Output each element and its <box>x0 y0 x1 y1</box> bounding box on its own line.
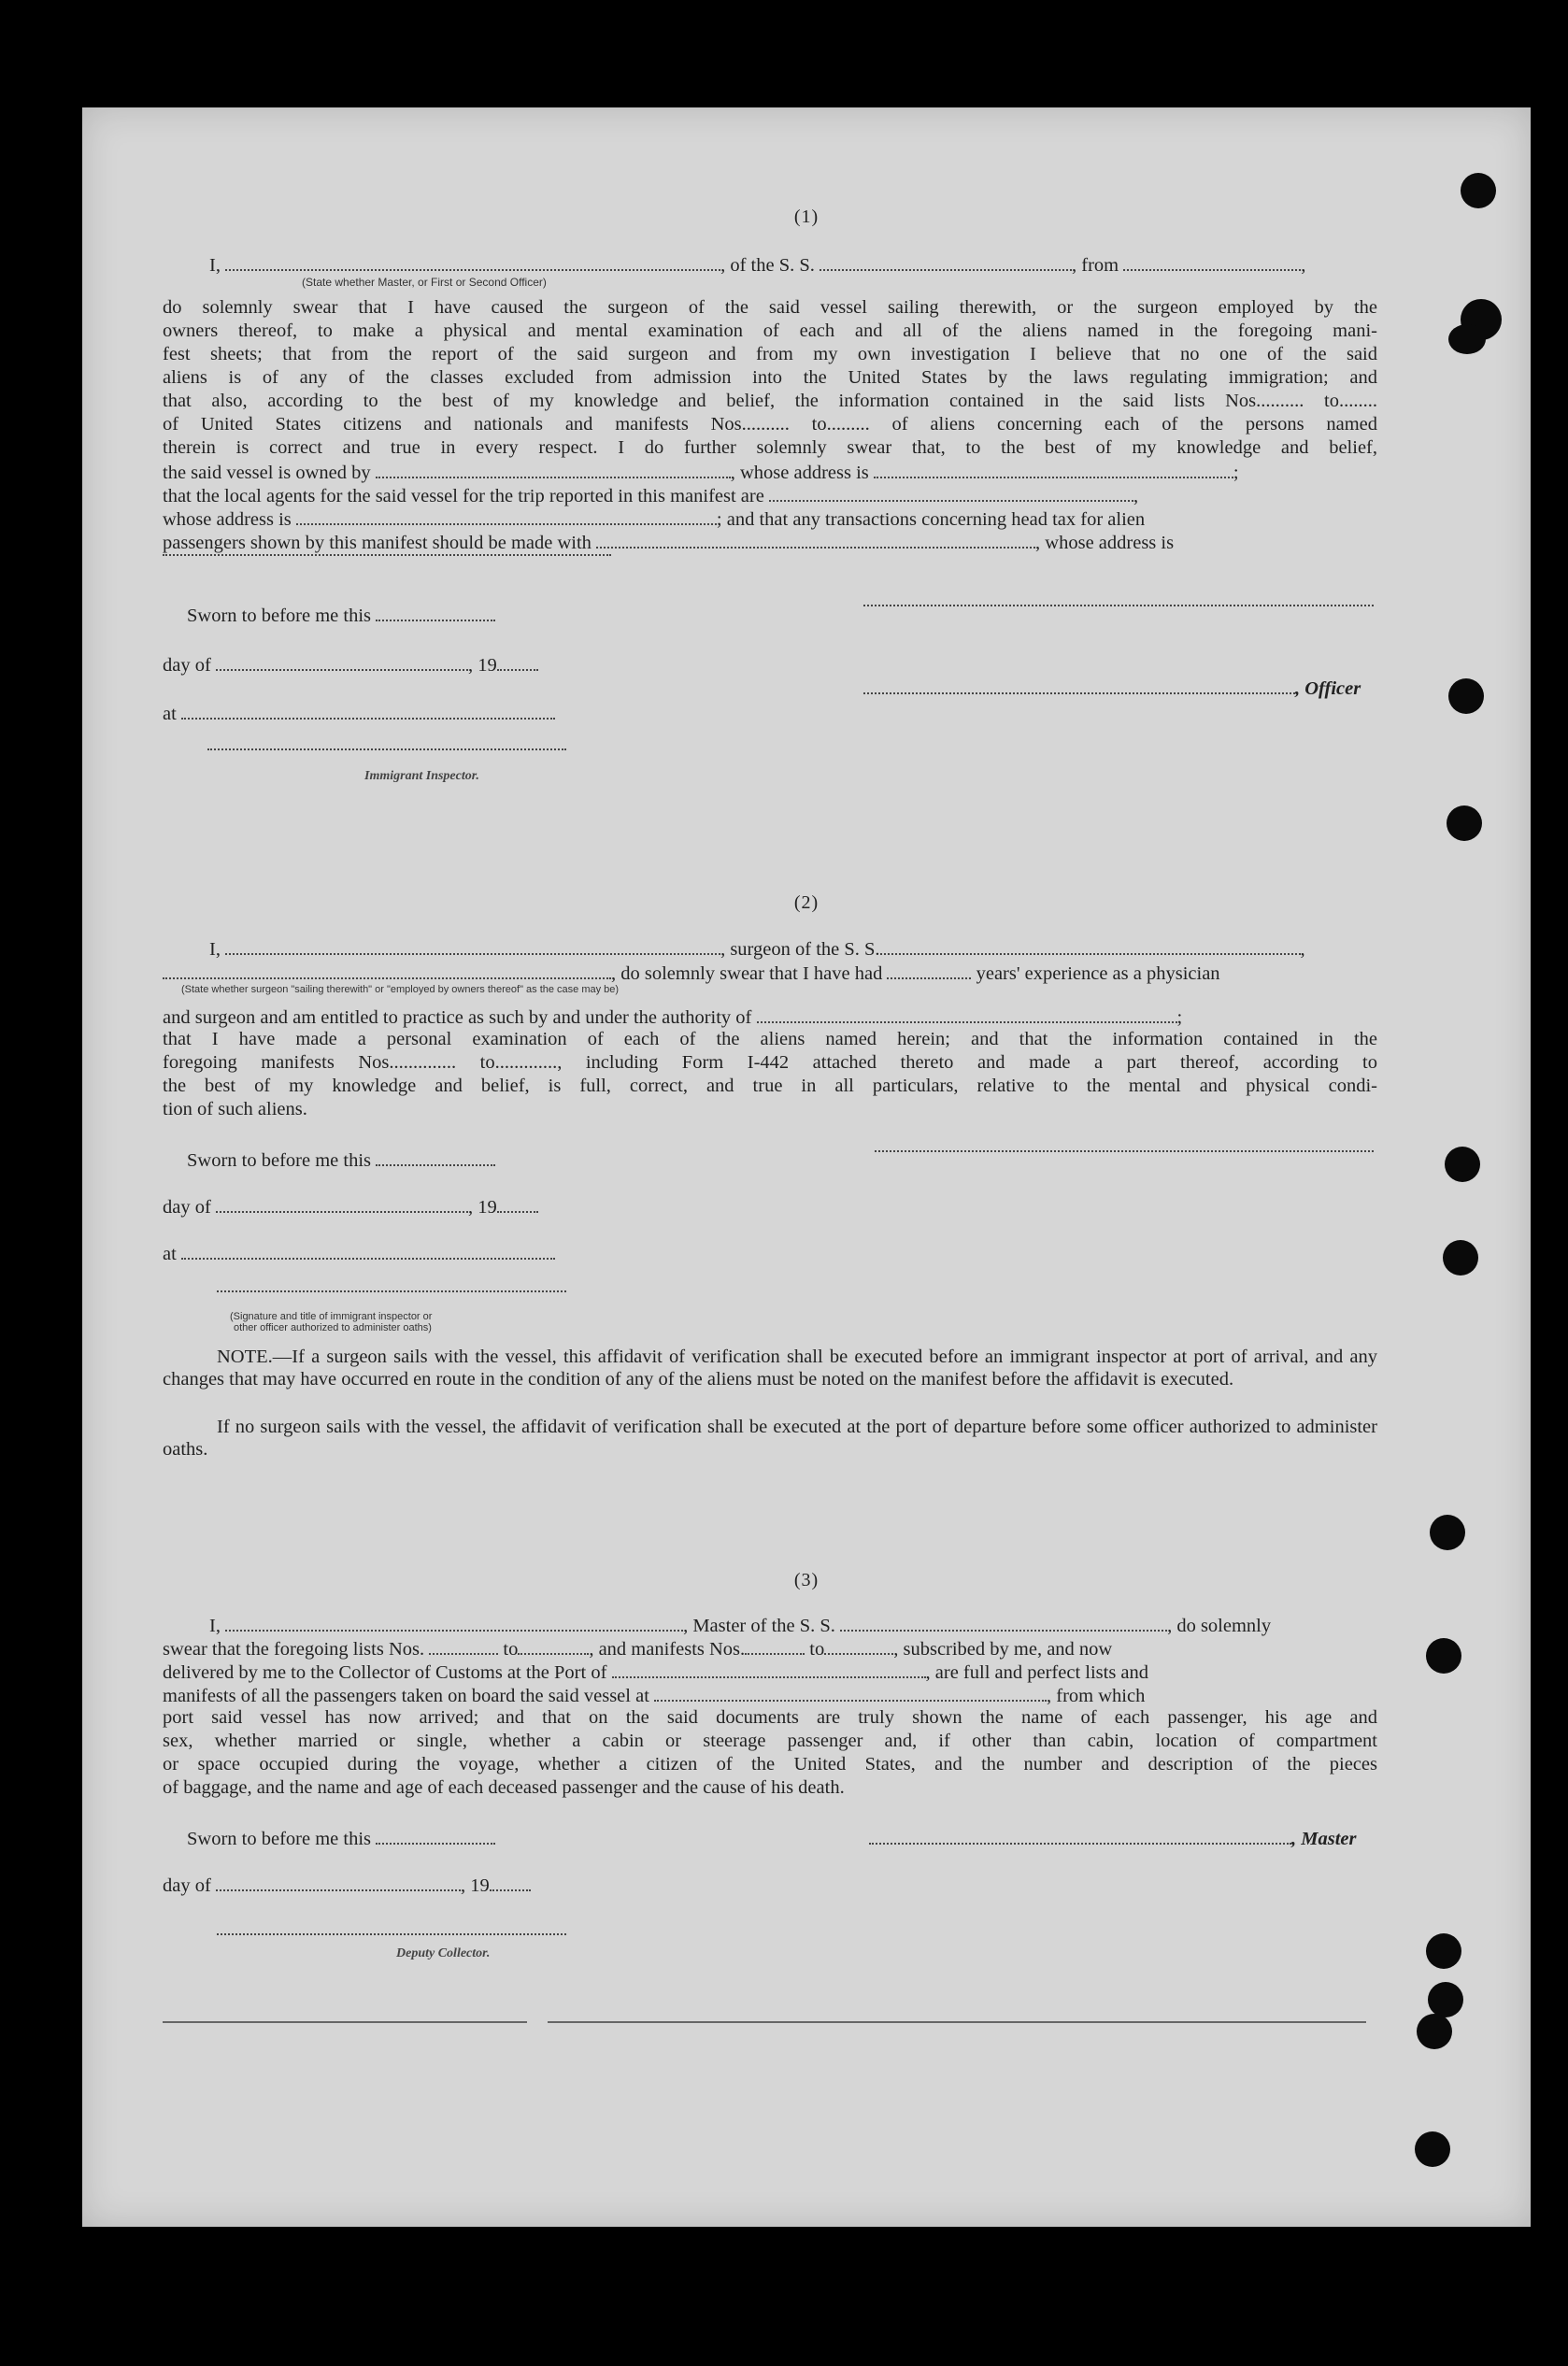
deputy-label: Deputy Collector. <box>396 1946 491 1960</box>
punch-hole <box>1426 1638 1461 1674</box>
text: day of <box>163 1875 211 1896</box>
blank-field[interactable] <box>216 1194 468 1213</box>
sworn-line <box>187 1826 654 1850</box>
punch-hole <box>1426 1933 1461 1969</box>
text: that the local agents for the said vessel for the trip reported in this manifest are <box>163 486 764 506</box>
body-line: the best of my knowledge and belief, is full, correct, and true in all particulars, relative to the mental and physical condi- <box>163 1076 1377 1096</box>
blank-field[interactable] <box>497 652 538 671</box>
text: to <box>503 1639 519 1660</box>
text: , do solemnly <box>1167 1616 1272 1636</box>
body-line: that I have made a personal examination of each of the aliens named herein; and that the information contained in the <box>163 1029 1377 1049</box>
blank-field[interactable] <box>225 252 720 271</box>
text: the said vessel is owned by <box>163 463 371 483</box>
section3-line3 <box>163 1660 1377 1684</box>
body-line: tion of such aliens. <box>163 1099 307 1119</box>
punch-hole <box>1448 324 1486 354</box>
punch-hole <box>1447 805 1482 841</box>
body-line: sex, whether married or single, whether a cabin or steerage passenger and, if other than cabin, location of compartment <box>163 1731 1377 1751</box>
section-number: (3) <box>793 1570 820 1590</box>
text: , and manifests Nos. <box>589 1639 746 1660</box>
text: Sworn to before me this <box>187 606 371 626</box>
body-line: foregoing manifests Nos.............. to............., including Form I-442 attached thereto and made a part thereof, according to <box>163 1052 1377 1073</box>
blank-field[interactable] <box>654 1683 1047 1702</box>
section-number: (2) <box>793 892 820 913</box>
text: , subscribed by me, and now <box>893 1639 1113 1660</box>
section2-line1 <box>209 936 1377 961</box>
blank-field[interactable] <box>612 1660 926 1678</box>
owned-by-line <box>163 460 1377 484</box>
body-line: aliens is of any of the classes excluded from admission into the United States by the laws regulating immigration; and <box>163 367 1377 388</box>
blank-field[interactable] <box>820 252 1072 271</box>
text: , <box>1133 486 1139 506</box>
punch-hole <box>1415 2131 1450 2167</box>
punch-hole <box>1417 2014 1452 2049</box>
blank-field[interactable] <box>181 1241 555 1260</box>
section3-line4 <box>163 1683 1377 1707</box>
body-line: port said vessel has now arrived; and that on the said documents are truly shown the name of each passenger, his age and <box>163 1707 1377 1728</box>
text: passengers shown by this manifest should be made with <box>163 533 592 553</box>
text: , 19 <box>460 1875 490 1896</box>
blank-field[interactable] <box>376 603 495 621</box>
text: manifests of all the passengers taken on board the said vessel at <box>163 1686 649 1706</box>
section1-line1: I, , of the S. S. , from , <box>209 252 1377 277</box>
divider <box>163 2021 527 2023</box>
blank-field[interactable] <box>840 1613 1167 1632</box>
master-line <box>869 1826 1392 1850</box>
blank-field[interactable] <box>874 460 1233 478</box>
text: to <box>809 1639 825 1660</box>
section3-line2 <box>163 1636 1377 1660</box>
day-of-line <box>163 652 630 677</box>
blank-field[interactable] <box>518 1636 589 1655</box>
sworn-line <box>187 603 654 627</box>
practice-line <box>163 1005 1377 1029</box>
blank-field[interactable] <box>887 961 971 979</box>
text: I, <box>209 1616 221 1636</box>
text: I, <box>209 939 221 960</box>
section2-line2 <box>163 961 1377 985</box>
divider <box>548 2021 1366 2023</box>
section3-line1 <box>209 1613 1377 1637</box>
at-line <box>163 701 630 725</box>
sig-note: (Signature and title of immigrant inspector or <box>230 1311 433 1322</box>
form-page <box>82 107 1531 2227</box>
text: swear that the foregoing lists Nos. <box>163 1639 425 1660</box>
blank-field[interactable] <box>225 936 720 955</box>
punch-hole <box>1445 1147 1480 1182</box>
text: and surgeon and am entitled to practice as such by and under the authority of <box>163 1007 752 1028</box>
body-line: of United States citizens and nationals and manifests Nos.......... to......... of aliens concerning each of the persons named <box>163 414 1377 435</box>
punch-hole <box>1430 1515 1465 1550</box>
punch-hole <box>1461 173 1496 208</box>
text: , 19 <box>467 1197 497 1218</box>
punch-hole <box>1448 678 1484 714</box>
blank-field[interactable] <box>769 483 1133 502</box>
whose-address-line <box>163 506 1377 531</box>
inspector-signature-line[interactable] <box>207 748 566 750</box>
sworn-line <box>187 1147 654 1172</box>
punch-hole <box>1443 1240 1478 1276</box>
blank-field[interactable] <box>429 1636 498 1655</box>
blank-field[interactable] <box>296 506 717 525</box>
punch-hole <box>1428 1982 1463 2017</box>
inspector-signature-line[interactable] <box>217 1290 566 1292</box>
blank-field[interactable] <box>497 1194 538 1213</box>
text: at <box>163 704 177 724</box>
text: ; <box>1233 463 1239 483</box>
address-blank[interactable] <box>163 554 611 556</box>
officer-label: , Officer <box>1295 678 1361 699</box>
note-paragraph: If no surgeon sails with the vessel, the affidavit of verification shall be executed at the port of departure before some officer authorized to administer oaths. <box>163 1417 1377 1460</box>
blank-field[interactable] <box>216 1873 461 1891</box>
body-line: owners thereof, to make a physical and mental examination of each and all of the aliens named in the foregoing mani- <box>163 321 1377 341</box>
blank-field[interactable] <box>181 701 555 720</box>
blank-field[interactable] <box>757 1005 1177 1023</box>
body-line: do solemnly swear that I have caused the surgeon of the said vessel sailing therewith, or the surgeon employed by the <box>163 297 1377 318</box>
body-line: of baggage, and the name and age of each deceased passenger and the cause of his death. <box>163 1777 845 1798</box>
text: , of the S. S. <box>720 255 815 276</box>
text: , surgeon of the S. S. <box>720 939 880 960</box>
deputy-signature-line[interactable] <box>217 1933 566 1935</box>
blank-field[interactable] <box>1123 252 1301 271</box>
text: whose address is <box>163 509 292 530</box>
blank-field[interactable] <box>869 1826 1291 1845</box>
body-line: fest sheets; that from the report of the said surgeon and from my own investigation I believe that no one of the said <box>163 344 1377 364</box>
note-paragraph: NOTE.—If a surgeon sails with the vessel, this affidavit of verification shall be executed before an immigrant inspector at port of arrival, and any changes that may have occurred en route in the condition of any of the aliens must be noted on the manifest before the affidavit is executed. <box>163 1347 1377 1390</box>
body-line: or space occupied during the voyage, whether a citizen of the United States, and the number and description of the pieces <box>163 1754 1377 1774</box>
text: I, <box>209 255 221 276</box>
body-line: therein is correct and true in every respect. I do further solemnly swear that, to the best of my knowledge and belief, <box>163 437 1377 458</box>
text: years' experience as a physician <box>976 963 1220 984</box>
text: Sworn to before me this <box>187 1829 371 1849</box>
text: , from <box>1072 255 1119 276</box>
local-agents-line <box>163 483 1377 507</box>
day-of-line <box>163 1194 630 1219</box>
state-note: (State whether surgeon "sailing therewith" or "employed by owners thereof" as the case may be) <box>181 984 620 995</box>
blank-field[interactable] <box>216 652 468 671</box>
blank-field[interactable] <box>163 961 611 979</box>
blank-field[interactable] <box>376 460 731 478</box>
text: at <box>163 1244 177 1264</box>
text: , <box>1300 939 1305 960</box>
blank-field[interactable] <box>376 1147 495 1166</box>
day-of-line <box>163 1873 630 1897</box>
blank-field[interactable] <box>596 530 1035 549</box>
blank-field[interactable] <box>490 1873 531 1891</box>
sig-note: other officer authorized to administer oaths) <box>234 1322 432 1333</box>
blank-field[interactable] <box>880 936 1301 955</box>
text: , do solemnly swear that I have had <box>611 963 883 984</box>
text: ; and that any transactions concerning head tax for alien <box>716 509 1146 530</box>
text: ; <box>1176 1007 1183 1028</box>
passengers-line <box>163 530 1377 554</box>
text: , Master of the S. S. <box>683 1616 835 1636</box>
inspector-label: Immigrant Inspector. <box>364 769 479 783</box>
blank-field[interactable] <box>376 1826 495 1845</box>
blank-field[interactable] <box>863 676 1295 694</box>
text: , whose address is <box>730 463 869 483</box>
text: Sworn to before me this <box>187 1150 371 1171</box>
blank-field[interactable] <box>225 1613 683 1632</box>
section-number: (1) <box>793 207 820 227</box>
signature-line[interactable] <box>875 1150 1374 1152</box>
state-note: (State whether Master, or First or Second Officer) <box>302 276 547 289</box>
signature-line[interactable] <box>863 605 1374 606</box>
text: delivered by me to the Collector of Customs at the Port of <box>163 1662 607 1683</box>
text: , from which <box>1047 1686 1146 1706</box>
blank-field[interactable] <box>745 1636 805 1655</box>
master-label: , Master <box>1291 1829 1357 1849</box>
text: , whose address is <box>1035 533 1175 553</box>
officer-line <box>863 676 1387 700</box>
blank-field[interactable] <box>824 1636 893 1655</box>
text: day of <box>163 1197 211 1218</box>
body-line: that also, according to the best of my knowledge and belief, the information contained in the said lists Nos.......... to........ <box>163 391 1377 411</box>
text: day of <box>163 655 211 676</box>
at-line <box>163 1241 630 1265</box>
text: , are full and perfect lists and <box>925 1662 1149 1683</box>
text: , 19 <box>467 655 497 676</box>
